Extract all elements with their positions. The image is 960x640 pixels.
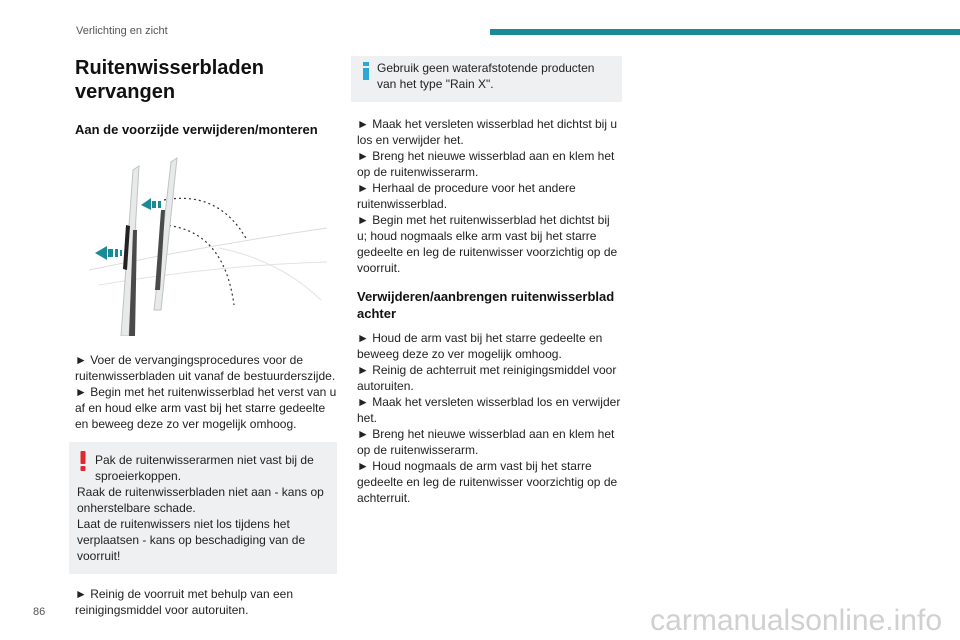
right-step-1: ► Maak het versleten wisserblad het dichtst bij u los en verwijder het.	[357, 117, 617, 147]
front-subheading: Aan de voorzijde verwijderen/monteren	[75, 122, 318, 137]
right-column	[357, 56, 622, 506]
right-step-3: ► Herhaal de procedure voor het andere ruitenwisserblad.	[357, 181, 576, 211]
rear-step-5: ► Houd nogmaals de arm vast bij het starre gedeelte en leg de ruitenwisser voorzichtig op de achterruit.	[357, 459, 618, 505]
warning-line-1: Pak de ruitenwisserarmen niet vast bij de sproeierkoppen.	[95, 453, 314, 483]
watermark: carmanualsonline.info	[650, 604, 942, 637]
title-line-1: Ruitenwisserbladen	[75, 57, 264, 79]
front-step-2: ► Begin met het ruitenwisserblad het verst van u af en houd elke arm vast bij het starre gedeelte en beweeg deze zo ver mogelijk omhoog.	[75, 385, 337, 431]
warning-line-2: Raak de ruitenwisserbladen niet aan - kans op onherstelbare schade.	[77, 485, 324, 515]
rear-subheading: Verwijderen/aanbrengen ruitenwisserblad achter	[357, 289, 615, 321]
rear-step-1: ► Houd de arm vast bij het starre gedeelte en beweeg deze zo ver mogelijk omhoog.	[357, 331, 603, 361]
exclamation-icon	[79, 451, 87, 471]
title-line-2: vervangen	[75, 81, 176, 103]
page-number: 86	[33, 606, 46, 618]
right-step-2: ► Breng het nieuwe wisserblad aan en klem het op de ruitenwisserarm.	[357, 149, 615, 179]
rear-step-4: ► Breng het nieuwe wisserblad aan en klem het op de ruitenwisserarm.	[357, 427, 615, 457]
header-section-title: Verlichting en zicht	[76, 25, 168, 37]
left-column	[75, 56, 337, 618]
front-step-1: ► Voer de vervangingsprocedures voor de ruitenwisserbladen uit vanaf de bestuurderszijde.	[75, 353, 336, 383]
wiper-illustration	[69, 150, 331, 336]
info-notice	[351, 56, 622, 102]
warning-line-3: Laat de ruitenwissers niet los tijdens het verplaatsen - kans op beschadiging van de voorruit!	[77, 517, 306, 563]
warning-notice	[69, 442, 337, 574]
info-text: Gebruik geen waterafstotende producten van het type "Rain X".	[377, 61, 595, 91]
info-icon	[363, 62, 369, 80]
rear-step-3: ► Maak het versleten wisserblad los en verwijder het.	[357, 395, 621, 425]
right-step-4: ► Begin met het ruitenwisserblad het dichtst bij u; houd nogmaals elke arm vast bij het starre gedeelte en leg de ruitenwisser voorzichtig op de voorruit.	[357, 213, 618, 275]
page-title	[75, 56, 337, 104]
front-final-step: ► Reinig de voorruit met behulp van een reinigingsmiddel voor autoruiten.	[75, 587, 294, 617]
header-accent-bar	[490, 29, 960, 35]
rear-step-2: ► Reinig de achterruit met reinigingsmiddel voor autoruiten.	[357, 363, 617, 393]
